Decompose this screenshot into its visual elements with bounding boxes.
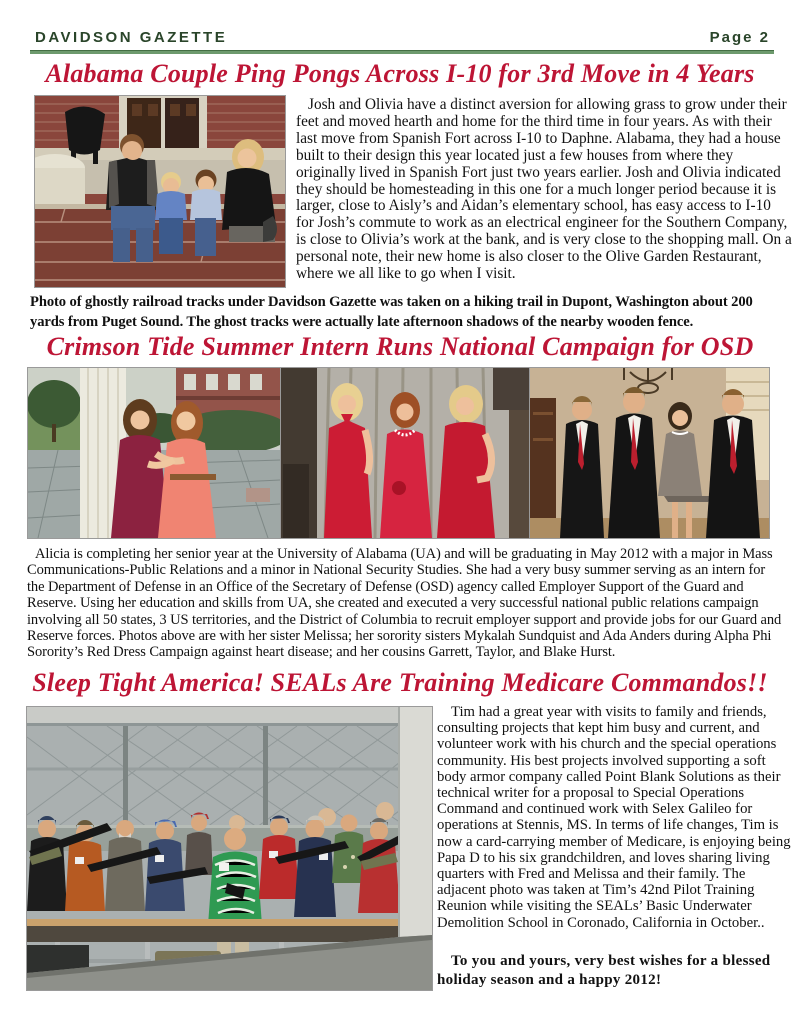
sisters-photo (28, 368, 280, 538)
cousins-photo (530, 368, 769, 538)
headline-alabama-couple: Alabama Couple Ping Pongs Across I-10 for 3rd Move in 4 Years (45, 59, 755, 88)
masthead (35, 29, 770, 46)
photo-row (28, 368, 769, 538)
red-dress-photo (281, 368, 529, 538)
page-number: Page 2 (709, 29, 770, 46)
headline-crimson-tide: Crimson Tide Summer Intern Runs National Campaign for OSD (46, 332, 754, 361)
article-intern-body: Alicia is completing her senior year at the University of Alabama (UA) and will be graduating in May 2012 with a major in Mass Communications-Public Relations and a minor in National Security Studies. She had a very busy summer serving as an intern for the Department of Defense in an Office of the Secretary of Defense (OSD) agency called Employer Support of the Guard and Reserve. Using her education and skills from UA, she created and executed a very successful national public relations campaign involving all 50 states, 3 US territories, and the District of Columbia to recruit employer support and provide jobs for our Guard and Reserve forces. Photos above are with her sister Melissa; her sorority sisters Mykalah Sundquist and Ada Anders during Alpha Phi Sorority’s Red Dress Campaign against heart disease; and her cousins Garrett, Taylor, and Blake Hurst. (27, 546, 782, 661)
article-alabama-body: Josh and Olivia have a distinct aversion for allowing grass to grow under their feet and moved hearth and home for the third time in four years. As with their last move from Spanish Fort across I-10 to Daphne. Alabama, they had a house built to their design this year located just a few houses from where they originally lived in Spanish Fort just two years earlier. Josh and Olivia indicated they should be homesteading in this one for a much longer period because it is larger, close to Aisly’s and Aidan’s elementary school, has easy access to I-10 for Josh’s commute to work as an electrical engineer for the Southern Company, is close to Olivia’s work at the bank, and is very close to the shopping mall. On a personal note, their new home is also closer to the Olive Garden Restaurant, where we all like to go when I visit. (296, 96, 792, 283)
masthead-divider (30, 50, 774, 54)
headline-seals: Sleep Tight America! SEALs Are Training Medicare Commandos!! (32, 668, 768, 697)
article-seals-body: Tim had a great year with visits to family and friends, consulting projects that kept him busy and current, and volunteer work with his church and the special operations community. His best projects involved supporting a soft body armor company called Point Blank Solutions as their technical writer for a proposal to Special Operations Command and continued work with Selex Galileo for operations at Stennis, MS. In terms of life changes, Tim is now a card-carrying member of Medicare, is enjoying being Papa D to his six grandchildren, and loves sharing living quarters with Fred and Melissa and their family. The adjacent photo was taken at Tim’s 42nd Pilot Training Reunion while visiting the SEALs’ Basic Underwater Demolition School in Coronado, California in October.. (437, 704, 791, 931)
reunion-photo (27, 707, 432, 990)
newsletter-title: DAVIDSON GAZETTE (35, 29, 228, 46)
holiday-closing: To you and yours, very best wishes for a blessed holiday season and a happy 2012! (437, 953, 771, 988)
family-photo (35, 96, 285, 287)
ghost-tracks-note: Photo of ghostly railroad tracks under Davidson Gazette was taken on a hiking trail in Dupont, Washington about 200 yards from Puget Sound. The ghost tracks were actually late afternoon shadows of the nearby wooden fence. (30, 294, 753, 330)
